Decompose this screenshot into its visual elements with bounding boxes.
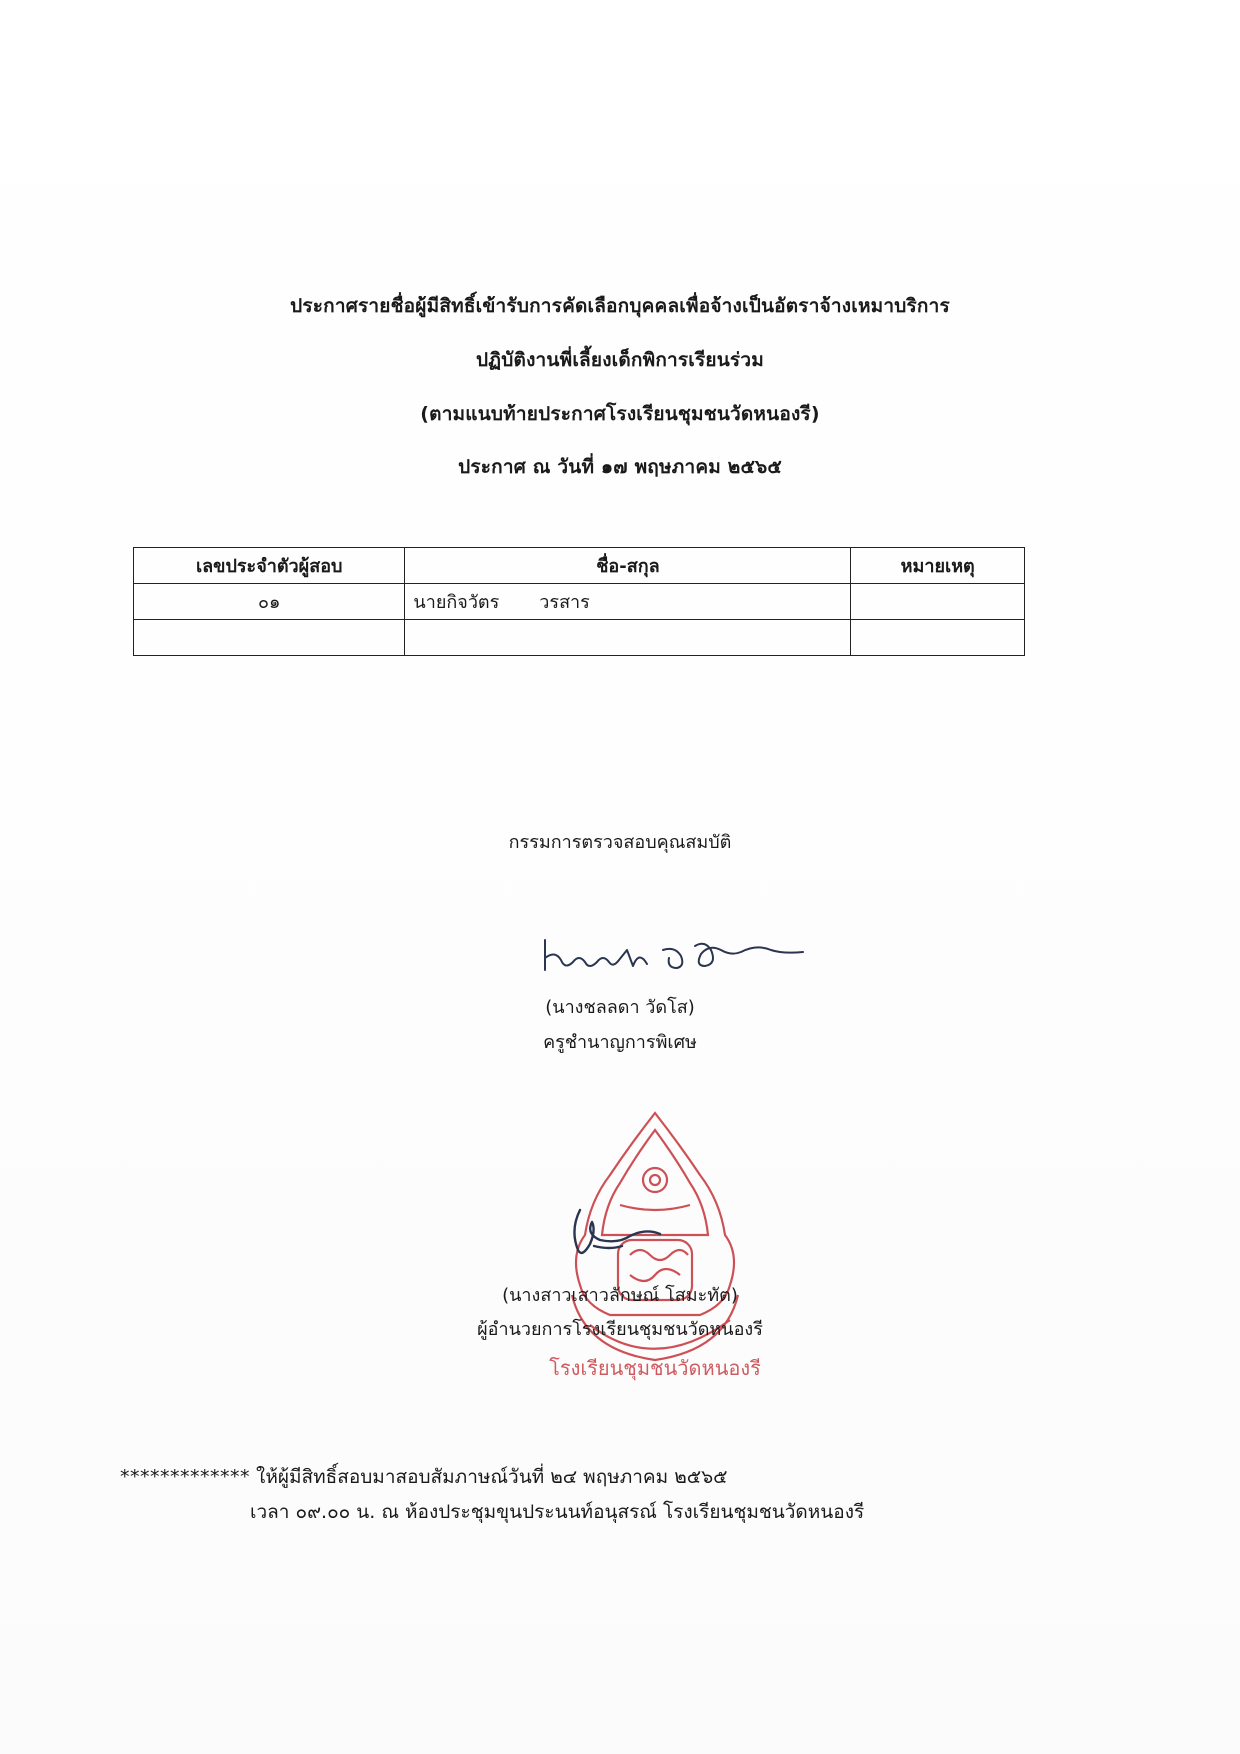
- full-name-cell: [405, 584, 851, 620]
- attachment-note: (ตามแนบท้ายประกาศโรงเรียนชุมชนวัดหนองรี): [420, 403, 820, 425]
- candidate-table: [133, 547, 1025, 656]
- notice-stars: *************: [120, 1466, 250, 1488]
- director-title: ผู้อำนวยการโรงเรียนชุมชนวัดหนองรี: [477, 1319, 763, 1340]
- table-row: [134, 584, 1025, 620]
- seal-text: โรงเรียนชุมชนวัดหนองรี: [549, 1356, 761, 1380]
- full-name-cell: [405, 620, 851, 656]
- director-name: (นางสาวเสาวลักษณ์ โสมะทัต): [502, 1285, 738, 1306]
- committee-signer-name: (นางชลลดา วัดโส): [545, 997, 695, 1018]
- committee-label: กรรมการตรวจสอบคุณสมบัติ: [508, 832, 732, 853]
- last-name: วรสาร: [539, 592, 590, 613]
- exam-id-cell: [134, 620, 405, 656]
- header-full-name: ชื่อ-สกุล: [405, 548, 851, 584]
- interview-date-text: ให้ผู้มีสิทธิ์สอบมาสอบสัมภาษณ์วันที่ ๒๔ พฤษภาคม ๒๕๖๕: [256, 1466, 728, 1488]
- position-title: ปฏิบัติงานพี่เลี้ยงเด็กพิการเรียนร่วม: [476, 349, 764, 371]
- remark-cell: [851, 584, 1025, 620]
- header-exam-id: เลขประจำตัวผู้สอบ: [134, 548, 405, 584]
- header-remark: หมายเหตุ: [851, 548, 1025, 584]
- first-name: นายกิจวัตร: [413, 592, 500, 613]
- announcement-title: ประกาศรายชื่อผู้มีสิทธิ์เข้ารับการคัดเลือกบุคคลเพื่อจ้างเป็นอัตราจ้างเหมาบริการ: [290, 295, 950, 317]
- committee-signer-title: ครูชำนาญการพิเศษ: [543, 1032, 697, 1053]
- announcement-date: ประกาศ ณ วันที่ ๑๗ พฤษภาคม ๒๕๖๕: [458, 456, 782, 478]
- director-signature: [560, 1200, 670, 1270]
- interview-notice: [120, 1462, 728, 1492]
- remark-cell: [851, 620, 1025, 656]
- committee-signature: [535, 920, 815, 990]
- table-row: [134, 620, 1025, 656]
- interview-time-location: เวลา ๐๙.๐๐ น. ณ ห้องประชุมขุนประนนท์อนุสรณ์ โรงเรียนชุมชนวัดหนองรี: [250, 1501, 865, 1523]
- exam-id-cell: ๐๑: [134, 584, 405, 620]
- table-header-row: [134, 548, 1025, 584]
